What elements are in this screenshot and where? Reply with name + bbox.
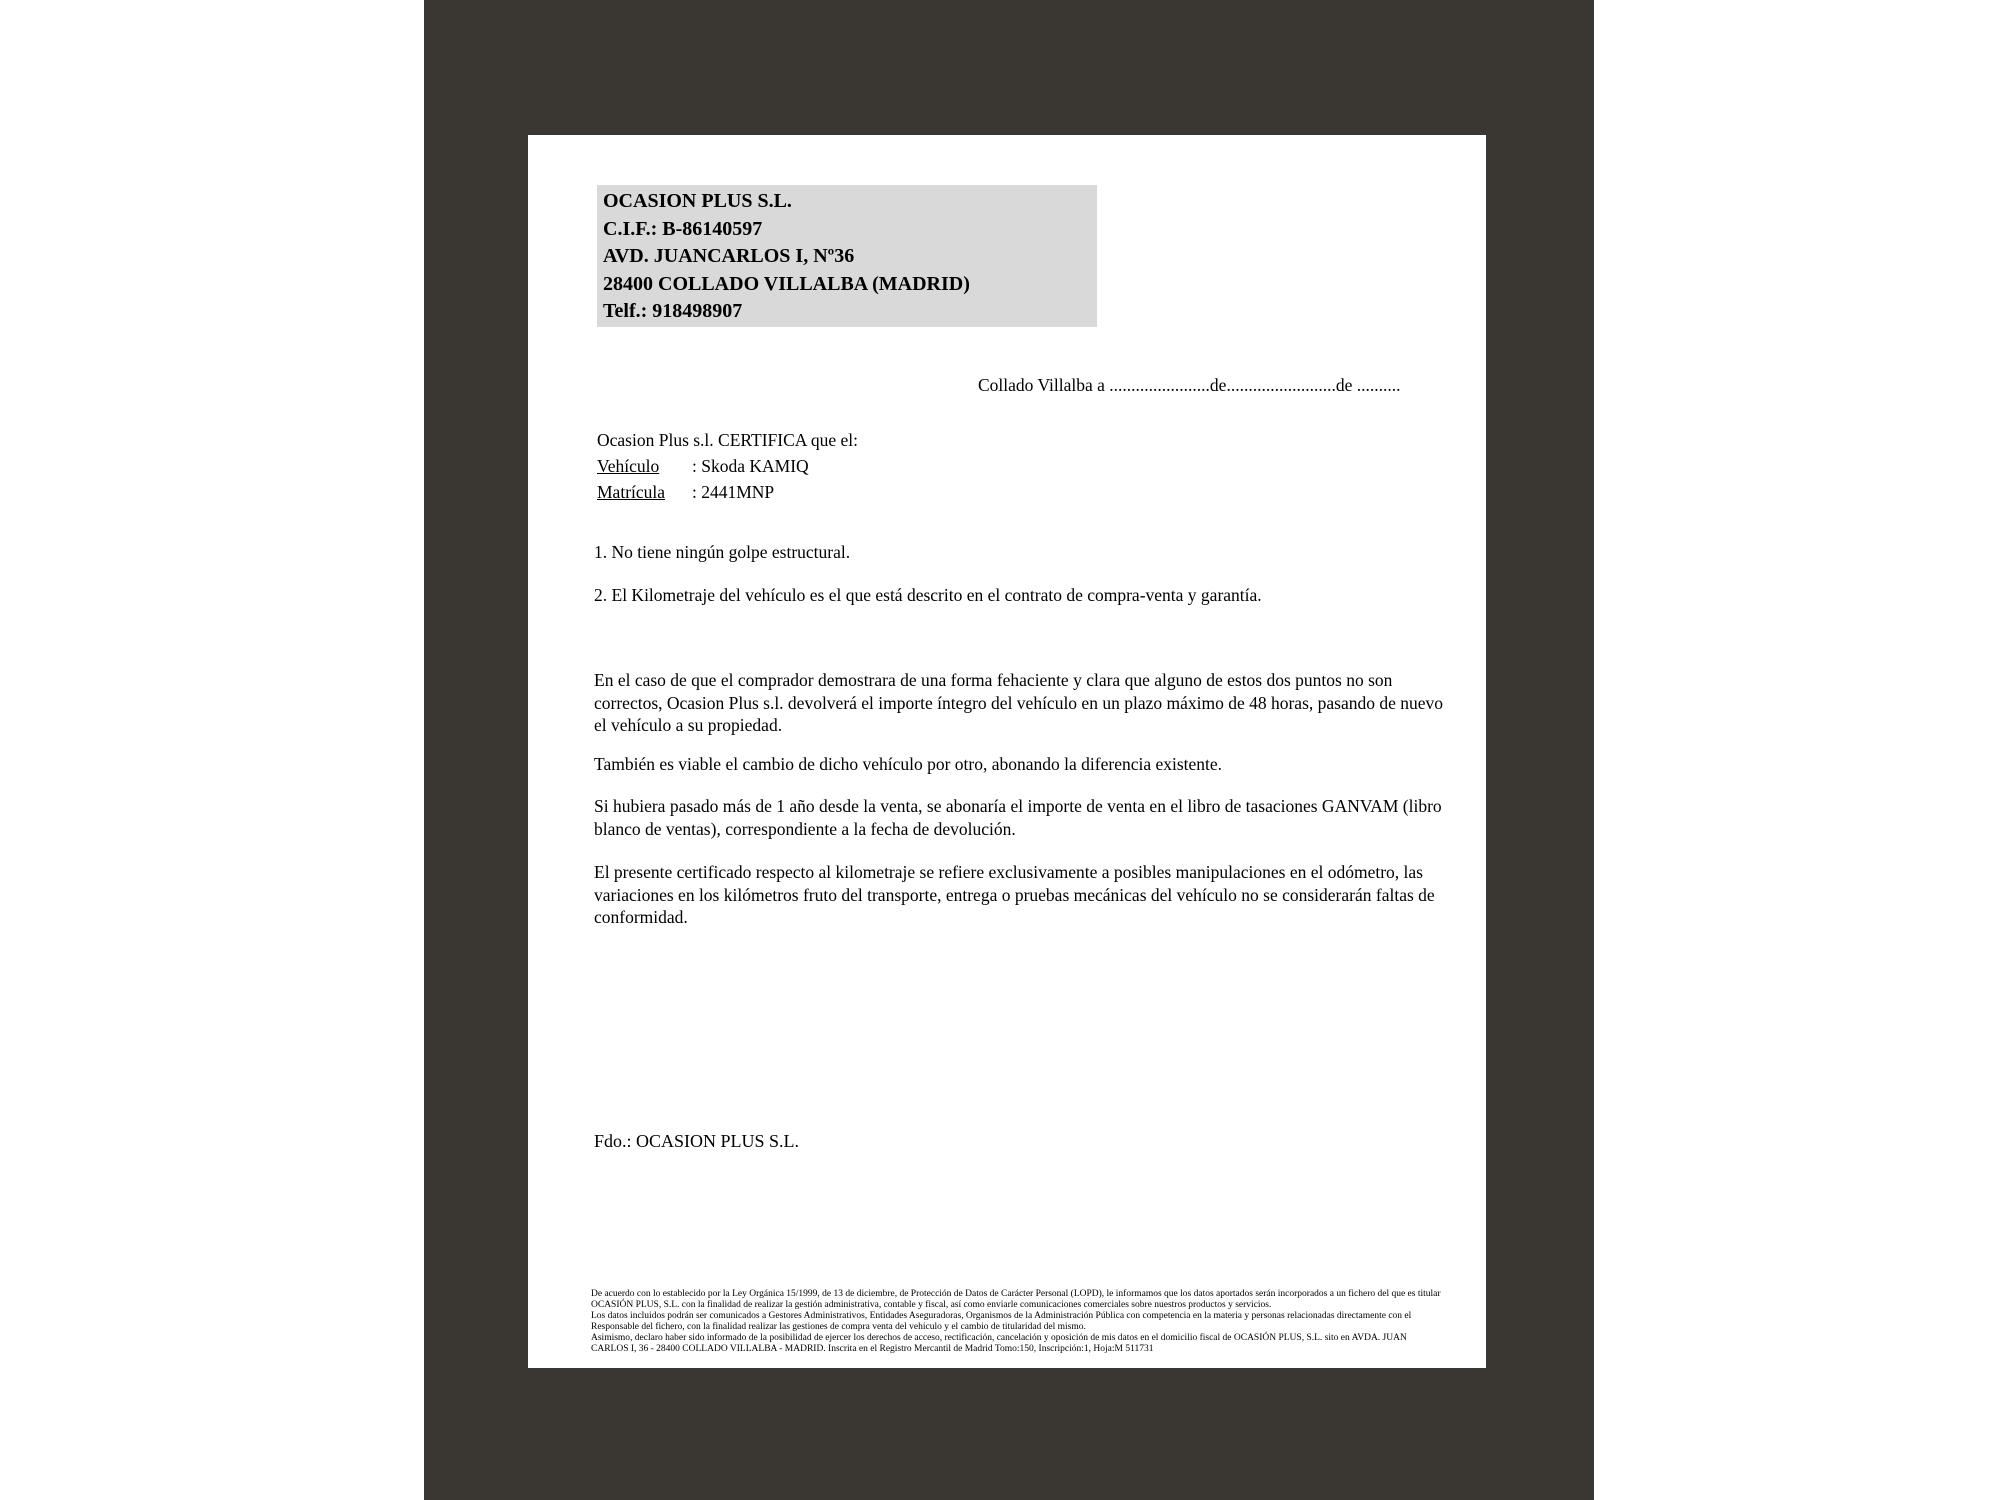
legal-line: De acuerdo con lo establecido por la Ley Orgánica 15/1999, de 13 de diciembre, de Protección de Datos de Carácter Personal (LOPD), le informamos que los datos aportados serán incorporados a un fichero del que es titular: [591, 1289, 1441, 1299]
company-phone: Telf.: 918498907: [603, 300, 743, 322]
legal-line: CARLOS I, 36 - 28400 COLLADO VILLALBA - MADRID. Inscrita en el Registro Mercantil de Madrid Tomo:150, Inscripción:1, Hoja:M 511731: [591, 1344, 1154, 1354]
paragraph-ganvam-valuation: Si hubiera pasado más de 1 año desde la venta, se abonaría el importe de venta en el libro de tasaciones GANVAM (libro blanco de ventas), correspondiente a la fecha de devolución.: [594, 796, 1442, 839]
legal-line: Los datos incluidos podrán ser comunicados a Gestores Administrativos, Entidades Aseguradoras, Organismos de la Administración Pública con competencia en la materia y personas relacionadas directamente con el: [591, 1311, 1412, 1321]
paragraph-exchange-option: También es viable el cambio de dicho vehículo por otro, abonando la diferencia existente.: [594, 754, 1223, 774]
legal-line: Responsable del fichero, con la finalidad realizar las gestiones de compra venta del vehículo y el cambio de titularidad del mismo.: [591, 1322, 1086, 1332]
date-blank-line: Collado Villalba a .......................de.........................de ..........: [978, 375, 1401, 395]
vehicle-value: : Skoda KAMIQ: [692, 456, 809, 476]
paragraph-refund-terms: En el caso de que el comprador demostrara de una forma fehaciente y clara que alguno de estos dos puntos no son correctos, Ocasion Plus s.l. devolverá el importe íntegro del vehículo en un plazo máximo de 48 horas, pasando de nuevo el vehículo a su propiedad.: [594, 670, 1444, 735]
plate-label: Matrícula: [597, 482, 666, 502]
certification-block: [597, 427, 858, 505]
certification-intro: Ocasion Plus s.l. CERTIFICA que el:: [597, 430, 858, 450]
vehicle-label: Vehículo: [597, 456, 660, 476]
company-name: OCASION PLUS S.L.: [603, 190, 792, 212]
signature-line: Fdo.: OCASION PLUS S.L.: [594, 1131, 800, 1151]
company-address: AVD. JUANCARLOS I, Nº36: [603, 245, 855, 267]
document-page: [528, 135, 1486, 1368]
company-cif: C.I.F.: B-86140597: [603, 217, 763, 240]
legal-line: OCASIÓN PLUS, S.L. con la finalidad de realizar la gestión administrativa, contable y fiscal, así como enviarle comunicaciones comerciales sobre nuestros productos y servicios.: [591, 1300, 1272, 1310]
legal-fine-print: [591, 1289, 1456, 1355]
plate-row: [597, 479, 858, 505]
company-header-block: [597, 185, 1097, 327]
paragraph-odometer-scope: El presente certificado respecto al kilometraje se refiere exclusivamente a posibles manipulaciones en el odómetro, las variaciones en los kilómetros fruto del transporte, entrega o pruebas mecánicas del vehículo no se considerarán faltas de conformidad.: [594, 862, 1435, 927]
vehicle-row: [597, 453, 858, 479]
legal-line: Asimismo, declaro haber sido informado de la posibilidad de ejercer los derechos de acceso, rectificación, cancelación y oposición de mis datos en el domicilio fiscal de OCASIÓN PLUS, S.L. sito en AVDA. JUAN: [591, 1333, 1407, 1343]
point-structural: 1. No tiene ningún golpe estructural.: [594, 542, 851, 562]
plate-value: : 2441MNP: [692, 482, 775, 502]
point-mileage: 2. El Kilometraje del vehículo es el que está descrito en el contrato de compra-venta y garantía.: [594, 585, 1262, 605]
viewer-dark-frame: [424, 0, 1594, 1500]
company-city: 28400 COLLADO VILLALBA (MADRID): [603, 272, 970, 295]
